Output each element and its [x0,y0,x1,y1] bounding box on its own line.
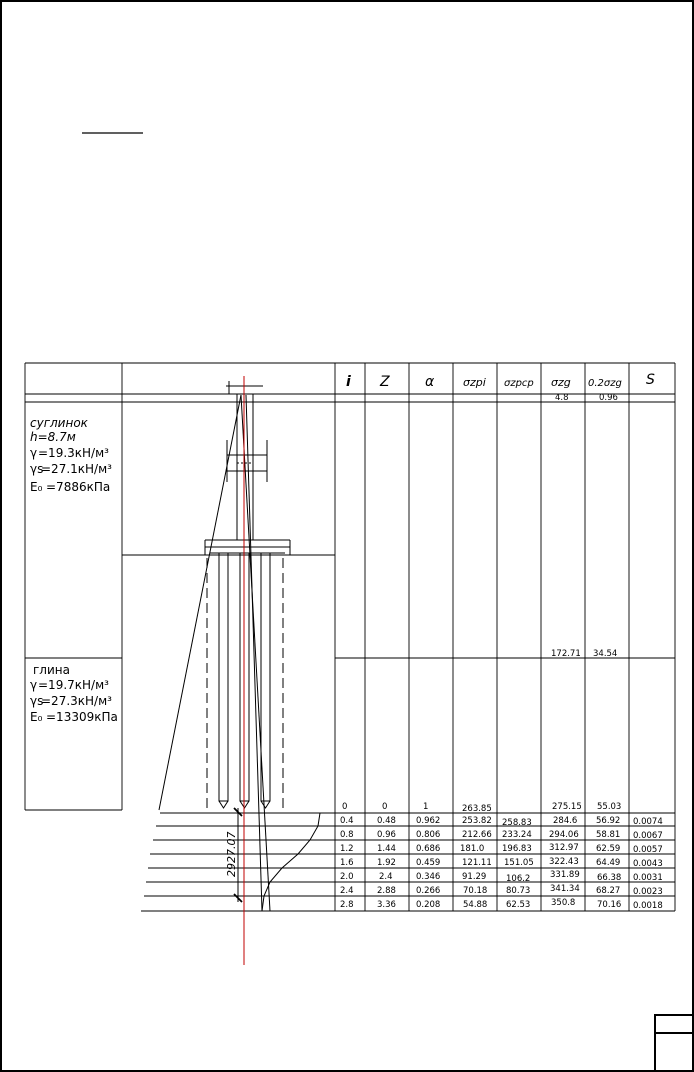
cell-szpcp: 62.53 [506,900,531,910]
cell-szp: 54.88 [463,900,488,910]
cell-szp: 253.82 [462,816,492,826]
header-alpha: α [425,374,435,390]
soil-particle-weight: =27.1кН/м³ [41,462,112,476]
cell-szg: 331.89 [550,870,580,880]
table-row [340,898,663,911]
cell-szg: 350.8 [551,898,576,908]
cell-alpha: 0.266 [416,886,441,896]
title-block-corner [655,1015,693,1071]
header-02szg: 0.2σzg [588,378,622,389]
cell-z: 0 [382,802,388,812]
cell-szp: 181.0 [460,844,485,854]
soil-particle-weight: =27.3кН/м³ [41,694,112,708]
cell-z: 0.96 [377,830,396,840]
cell-alpha: 0.806 [416,830,441,840]
soil-thickness: h=8.7м [30,430,76,444]
cell-s: 0.0057 [633,845,663,855]
cell-szpcp: 233.24 [502,830,532,840]
cell-i: 0.8 [340,830,354,840]
top-szg: 4.8 [555,393,569,403]
cell-szg: 312.97 [549,843,579,853]
cell-szg: 322.43 [549,857,579,867]
cell-02szg: 58.81 [596,830,621,840]
cell-szp: 70.18 [463,886,488,896]
gamma-s-symbol: γs [30,694,44,708]
cell-s: 0.0018 [633,901,663,911]
soil-modulus: =7886кПа [46,480,111,494]
layer-bottom-02szg: 34.54 [593,649,618,659]
cell-z: 2.4 [379,872,393,882]
cell-02szg: 64.49 [596,858,621,868]
header-szg: σzg [551,376,571,389]
cell-i: 1.6 [340,858,354,868]
header-z: Z [380,374,390,390]
data-rows [340,802,663,911]
gamma-s-symbol: γs [30,462,44,476]
cell-z: 0.48 [377,816,396,826]
cell-alpha: 0.459 [416,858,441,868]
cell-02szg: 66.38 [597,873,622,883]
e-symbol: E₀ [30,480,43,494]
table-row [342,802,621,814]
gamma-symbol: γ [30,446,38,460]
layer-bottom-szg: 172.71 [551,649,581,659]
cell-02szg: 70.16 [597,900,622,910]
dimension-label: 2927.07 [225,831,238,877]
cell-szg: 275.15 [552,802,582,812]
pile-foundation [122,381,335,911]
cell-szp: 121.11 [462,858,492,868]
cell-szpcp: 196.83 [502,844,532,854]
cell-i: 1.2 [340,844,354,854]
cell-i: 2.4 [340,886,354,896]
cell-szpcp: 151.05 [504,858,534,868]
gamma-symbol: γ [30,678,38,692]
soil-modulus: =13309кПа [46,710,118,724]
cell-i: 0.4 [340,816,354,826]
header-szp: σzpi [463,376,486,389]
e-symbol: E₀ [30,710,43,724]
cell-z: 1.92 [377,858,396,868]
cell-s: 0.0031 [633,873,663,883]
cell-alpha: 0.686 [416,844,441,854]
cell-szpcp: 106.2 [506,874,531,884]
cell-szpcp: 80.73 [506,886,531,896]
soil-unit-weight: =19.3кН/м³ [38,446,109,460]
table-row [340,884,663,897]
cell-i: 2.0 [340,872,354,882]
cell-szg: 284.6 [553,816,578,826]
cell-szpcp: 258.83 [502,818,532,828]
table-grid [25,363,675,911]
cell-i: 2.8 [340,900,354,910]
cell-s: 0.0067 [633,831,663,841]
cell-s: 0.0023 [633,887,663,897]
cell-z: 3.36 [377,900,396,910]
cell-szp: 263.85 [462,804,492,814]
cell-szg: 341.34 [550,884,580,894]
cell-alpha: 0.962 [416,816,441,826]
soil-name: глина [33,663,70,677]
cell-s: 0.0074 [633,817,663,827]
sheet-border [1,1,693,1071]
header-s: S [646,372,655,388]
cell-alpha: 0.208 [416,900,441,910]
cell-szg: 294.06 [549,830,579,840]
cell-02szg: 56.92 [596,816,621,826]
table-row [340,830,663,841]
cell-s: 0.0043 [633,859,663,869]
cell-02szg: 55.03 [597,802,622,812]
soil-layer-2 [30,663,118,724]
cell-z: 2.88 [377,886,396,896]
header-i: i [346,374,351,390]
cell-i: 0 [342,802,348,812]
cell-alpha: 0.346 [416,872,441,882]
table-row [340,843,663,855]
soil-layer-1 [30,416,112,494]
cell-alpha: 1 [423,802,429,812]
cell-02szg: 62.59 [596,844,621,854]
cell-szp: 212.66 [462,830,492,840]
column-headers [346,372,655,659]
cell-z: 1.44 [377,844,396,854]
table-row [340,857,663,869]
top-02szg: 0.96 [599,393,618,403]
header-szpcp: σzpcp [504,378,534,389]
cell-szp: 91.29 [462,872,487,882]
soil-name: суглинок [30,416,88,430]
soil-unit-weight: =19.7кН/м³ [38,678,109,692]
cell-02szg: 68.27 [596,886,621,896]
